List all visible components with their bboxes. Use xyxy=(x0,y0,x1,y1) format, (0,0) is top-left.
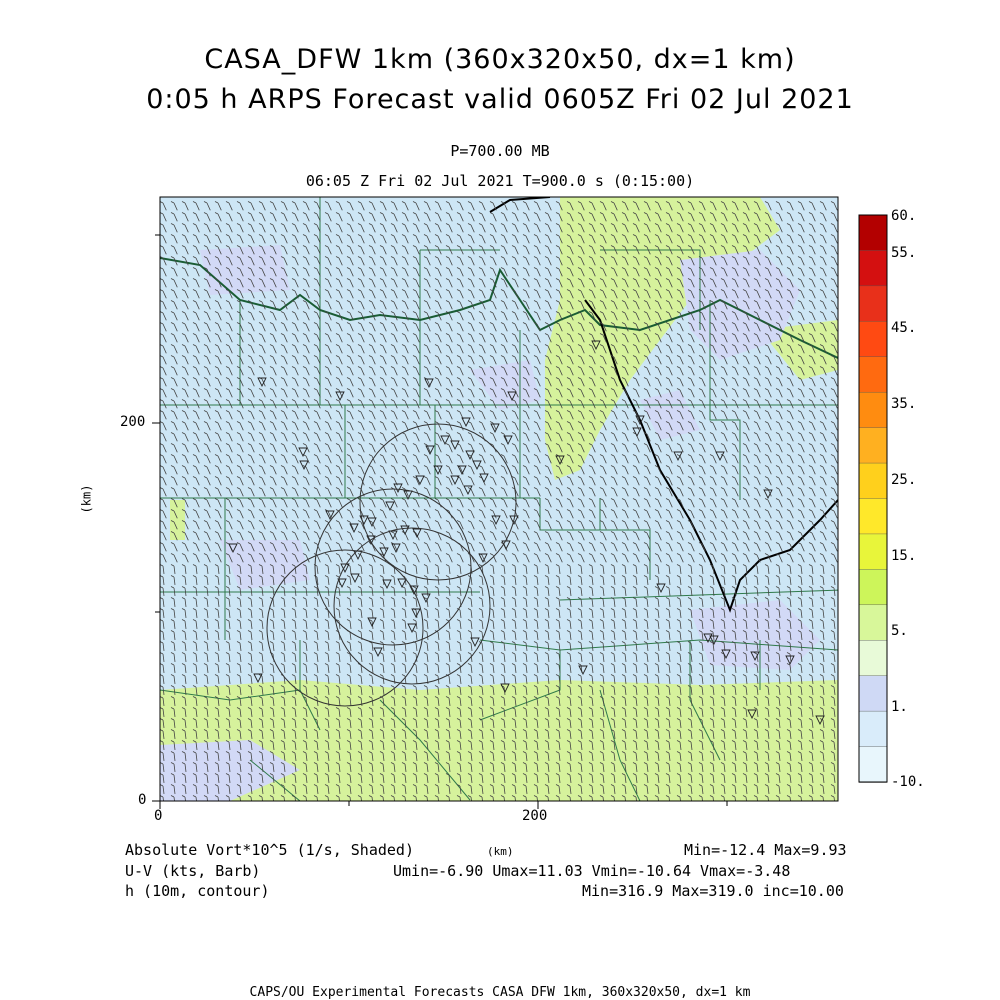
colorbar-label-neg10: -10. xyxy=(891,774,925,790)
colorbar-label-5: 5. xyxy=(891,623,908,639)
legend-var1-stats: Min=-12.4 Max=9.93 xyxy=(684,841,847,859)
legend-var2-stats: Umin=-6.90 Umax=11.03 Vmin=-10.64 Vmax=-3.48 xyxy=(393,862,791,880)
colorbar-cell xyxy=(859,711,887,747)
legend-var3-stats: Min=316.9 Max=319.0 inc=10.00 xyxy=(582,882,844,900)
colorbar-cell xyxy=(859,676,887,712)
x-tick-200: 200 xyxy=(522,808,548,824)
pressure-level: P=700.00 MB xyxy=(450,142,550,160)
colorbar-cell xyxy=(859,747,887,783)
colorbar-cell xyxy=(859,499,887,535)
colorbar-cell xyxy=(859,215,887,251)
colorbar-label-25: 25. xyxy=(891,472,917,488)
colorbar-label-60: 60. xyxy=(891,208,917,224)
colorbar-cell xyxy=(859,428,887,464)
time-line: 06:05 Z Fri 02 Jul 2021 T=900.0 s (0:15:00) xyxy=(305,172,695,190)
colorbar-cell xyxy=(859,605,887,641)
footer-credit: CAPS/OU Experimental Forecasts CASA DFW 1km, 360x320x50, dx=1 km xyxy=(249,985,751,1000)
plot-area xyxy=(160,197,840,805)
legend-var1-name: Absolute Vort*10^5 (1/s, Shaded) xyxy=(125,841,414,859)
legend-var2-name: U-V (kts, Barb) xyxy=(125,862,261,880)
colorbar-cell xyxy=(859,321,887,357)
y-axis-label: (km) xyxy=(79,484,94,514)
colorbar-cell xyxy=(859,357,887,393)
x-axis-label: (km) xyxy=(487,845,514,858)
y-tick-0: 0 xyxy=(138,792,147,808)
colorbar-cell xyxy=(859,250,887,286)
vort-region-lavender-6 xyxy=(200,245,290,295)
title-line-1: CASA_DFW 1km (360x320x50, dx=1 km) xyxy=(204,44,796,75)
vort-region-west-patch xyxy=(170,500,185,540)
x-tick-0: 0 xyxy=(154,808,163,824)
legend-var3-name: h (10m, contour) xyxy=(125,882,270,900)
colorbar-label-1: 1. xyxy=(891,699,908,715)
colorbar-label-15: 15. xyxy=(891,548,917,564)
colorbar-cell xyxy=(859,463,887,499)
colorbar-label-55: 55. xyxy=(891,245,917,261)
colorbar xyxy=(859,215,887,783)
title-line-2: 0:05 h ARPS Forecast valid 0605Z Fri 02 Jul 2021 xyxy=(146,84,854,115)
colorbar-label-35: 35. xyxy=(891,396,917,412)
colorbar-label-45: 45. xyxy=(891,320,917,336)
y-tick-200: 200 xyxy=(120,414,146,430)
colorbar-cell xyxy=(859,392,887,428)
colorbar-cell xyxy=(859,640,887,676)
colorbar-cell xyxy=(859,534,887,570)
colorbar-cell xyxy=(859,286,887,322)
colorbar-cell xyxy=(859,569,887,605)
